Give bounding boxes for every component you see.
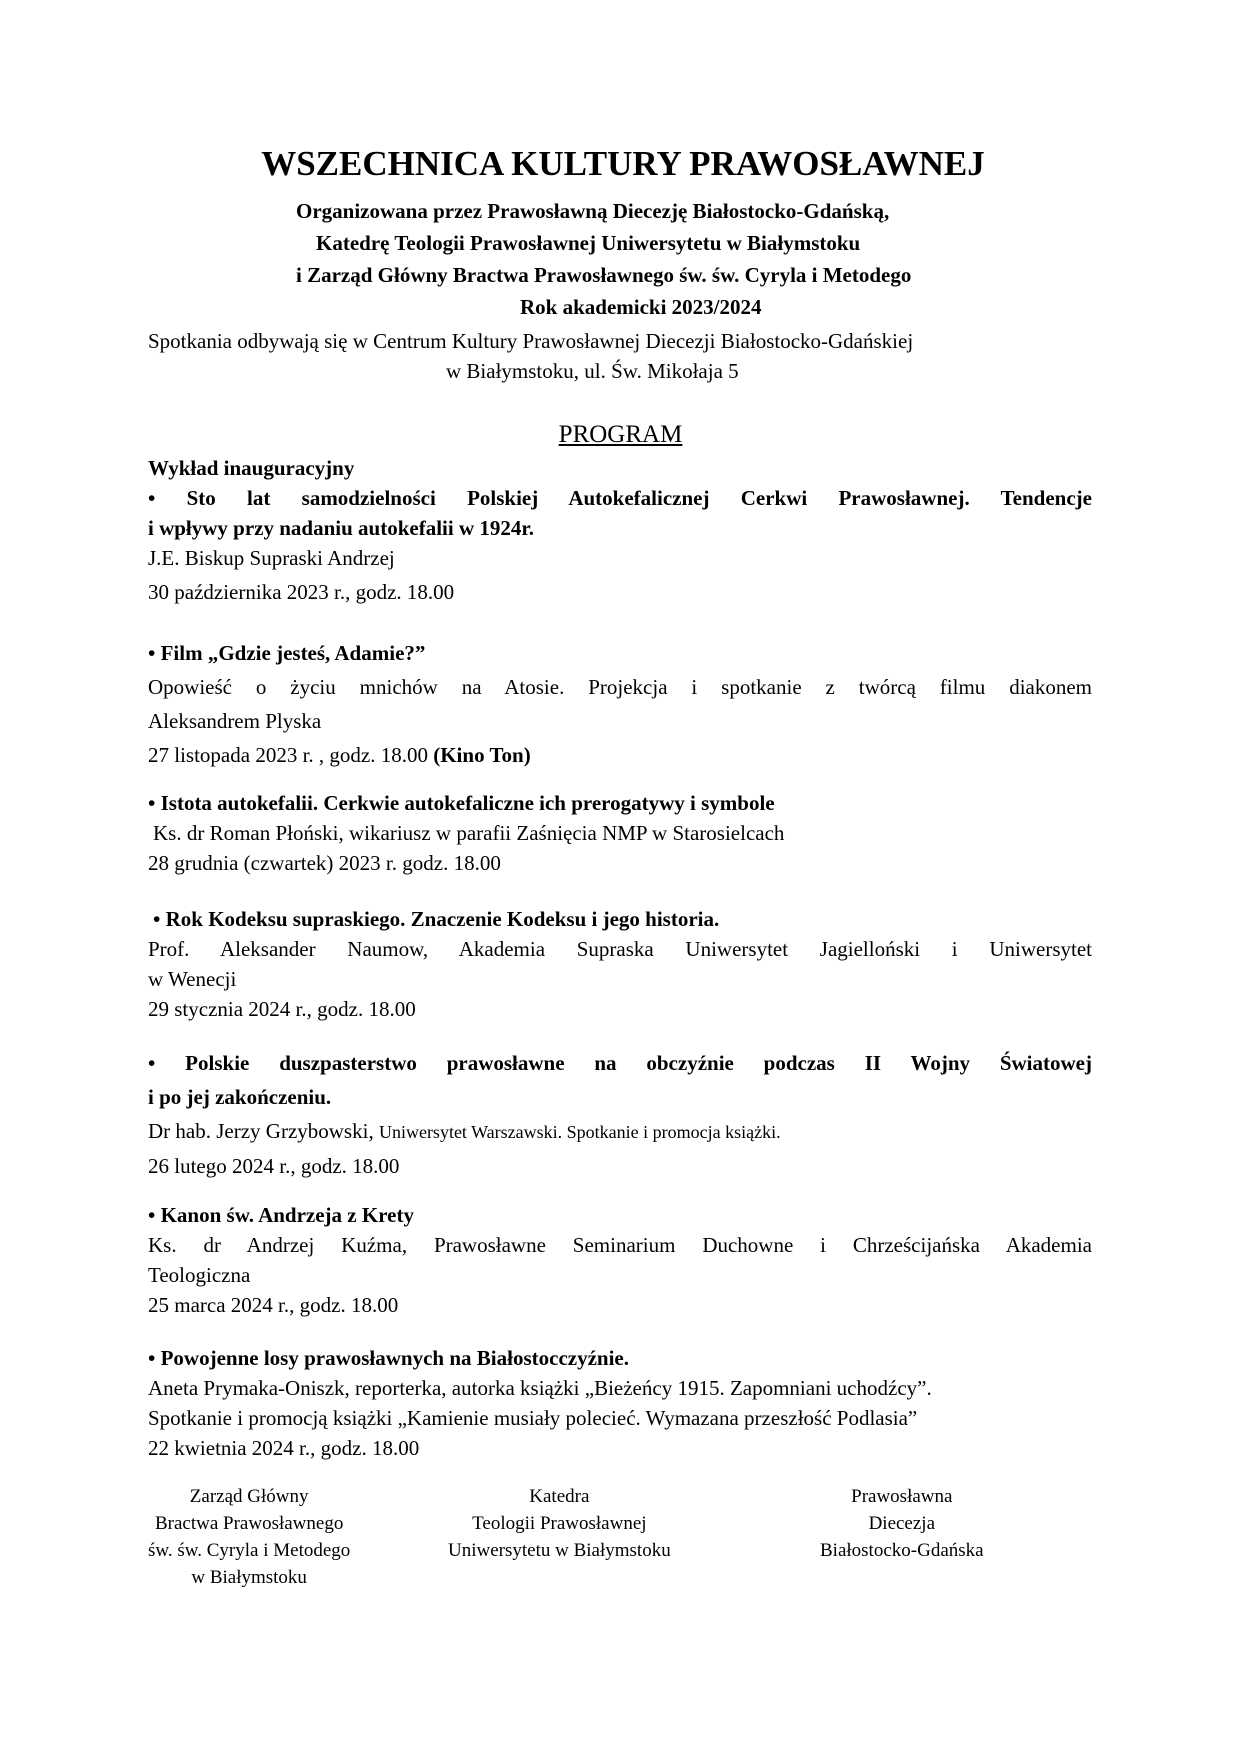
- signature-line: św. św. Cyryla i Metodego: [148, 1540, 351, 1561]
- event-speaker: J.E. Biskup Supraski Andrzej: [148, 546, 395, 570]
- event-speaker: Prof. Aleksander Naumow, Akademia Supraska Uniwersytet Jagielloński i Uniwersytet: [148, 937, 1092, 961]
- event-speaker: Dr hab. Jerzy Grzybowski,: [148, 1119, 379, 1143]
- event-date: 29 stycznia 2024 r., godz. 18.00: [148, 997, 416, 1021]
- event-speaker: Ks. dr Roman Płoński, wikariusz w parafii Zaśnięcia NMP w Starosielcach: [153, 821, 785, 845]
- event-canon: [148, 1200, 1092, 1320]
- signature-line: Katedra: [529, 1486, 590, 1507]
- event-title: • Istota autokefalii. Cerkwie autokefaliczne ich prerogatywy i symbole: [148, 791, 775, 815]
- venue-line-2: w Białymstoku, ul. Św. Mikołaja 5: [446, 359, 739, 383]
- signature-line: Zarząd Główny: [189, 1486, 309, 1507]
- event-description-cont: Spotkanie i promocją książki „Kamienie musiały polecieć. Wymazana przeszłość Podlasia”: [148, 1406, 918, 1430]
- event-codex: [148, 904, 1092, 1024]
- event-description: Aneta Prymaka-Oniszk, reporterka, autorka książki „Bieżeńcy 1915. Zapomniani uchodźcy”.: [148, 1376, 932, 1400]
- event-speaker-cont: Teologiczna: [148, 1263, 251, 1287]
- event-date: 27 listopada 2023 r. , godz. 18.00: [148, 743, 434, 767]
- program-heading: PROGRAM: [558, 421, 683, 448]
- organizer-line-1: Organizowana przez Prawosławną Diecezję Białostocko-Gdańską,: [296, 199, 890, 223]
- signature-line: Prawosławna: [851, 1486, 953, 1507]
- event-speaker: Ks. dr Andrzej Kuźma, Prawosławne Seminarium Duchowne i Chrześcijańska Akademia: [148, 1233, 1092, 1257]
- event-title: • Powojenne losy prawosławnych na Białostocczyźnie.: [148, 1346, 630, 1370]
- event-postwar: [148, 1343, 1092, 1463]
- venue-line-1: Spotkania odbywają się w Centrum Kultury Prawosławnej Diecezji Białostocko-Gdańskiej: [148, 329, 914, 353]
- event-date-line: [148, 740, 1092, 770]
- signature-line: Teologii Prawosławnej: [472, 1513, 647, 1534]
- event-title: • Sto lat samodzielności Polskiej Autokefalicznej Cerkwi Prawosławnej. Tendencje: [148, 486, 1092, 510]
- organizer-line-3: i Zarząd Główny Bractwa Prawosławnego św. św. Cyryla i Metodego: [296, 263, 912, 287]
- signature-line: Diecezja: [868, 1513, 936, 1534]
- document-title: WSZECHNICA KULTURY PRAWOSŁAWNEJ: [261, 144, 985, 183]
- event-autocephaly: [148, 788, 1092, 878]
- event-date: 30 października 2023 r., godz. 18.00: [148, 580, 455, 604]
- event-speaker-affiliation: Uniwersytet Warszawski. Spotkanie i promocja książki.: [378, 1122, 781, 1142]
- organizer-line-2: Katedrę Teologii Prawosławnej Uniwersytetu w Białymstoku: [316, 231, 861, 255]
- event-title: • Film „Gdzie jesteś, Adamie?”: [148, 641, 426, 665]
- signature-line: Uniwersytetu w Białymstoku: [448, 1540, 671, 1561]
- event-title-cont: i po jej zakończeniu.: [148, 1085, 332, 1109]
- event-title-cont: i wpływy przy nadaniu autokefalii w 1924r.: [148, 516, 535, 540]
- event-title: • Rok Kodeksu supraskiego. Znaczenie Kodeksu i jego historia.: [153, 907, 720, 931]
- signature-brotherhood: [148, 1483, 350, 1591]
- event-date: 28 grudnia (czwartek) 2023 r. godz. 18.00: [148, 851, 501, 875]
- event-speaker-line: [148, 1116, 1092, 1147]
- signature-department: [448, 1483, 671, 1564]
- event-date: 22 kwietnia 2024 r., godz. 18.00: [148, 1436, 420, 1460]
- event-pastoral: [148, 1048, 1092, 1181]
- event-speaker-cont: w Wenecji: [148, 967, 237, 991]
- event-label: Wykład inauguracyjny: [148, 456, 355, 480]
- event-inaugural: [148, 453, 1092, 607]
- academic-year: Rok akademicki 2023/2024: [520, 295, 762, 319]
- signature-line: Bractwa Prawosławnego: [154, 1513, 344, 1534]
- signature-diocese: [820, 1483, 984, 1564]
- event-title: • Kanon św. Andrzeja z Krety: [148, 1203, 414, 1227]
- event-description: Opowieść o życiu mnichów na Atosie. Projekcja i spotkanie z twórcą filmu diakonem: [148, 675, 1092, 699]
- event-place: (Kino Ton): [433, 743, 531, 767]
- event-title: • Polskie duszpasterstwo prawosławne na obczyźnie podczas II Wojny Światowej: [148, 1051, 1092, 1075]
- event-description-cont: Aleksandrem Plyska: [148, 709, 322, 733]
- event-film: [148, 638, 1092, 770]
- event-date: 25 marca 2024 r., godz. 18.00: [148, 1293, 399, 1317]
- signature-line: w Białymstoku: [191, 1567, 307, 1588]
- event-date: 26 lutego 2024 r., godz. 18.00: [148, 1154, 400, 1178]
- signature-line: Białostocko-Gdańska: [820, 1540, 984, 1561]
